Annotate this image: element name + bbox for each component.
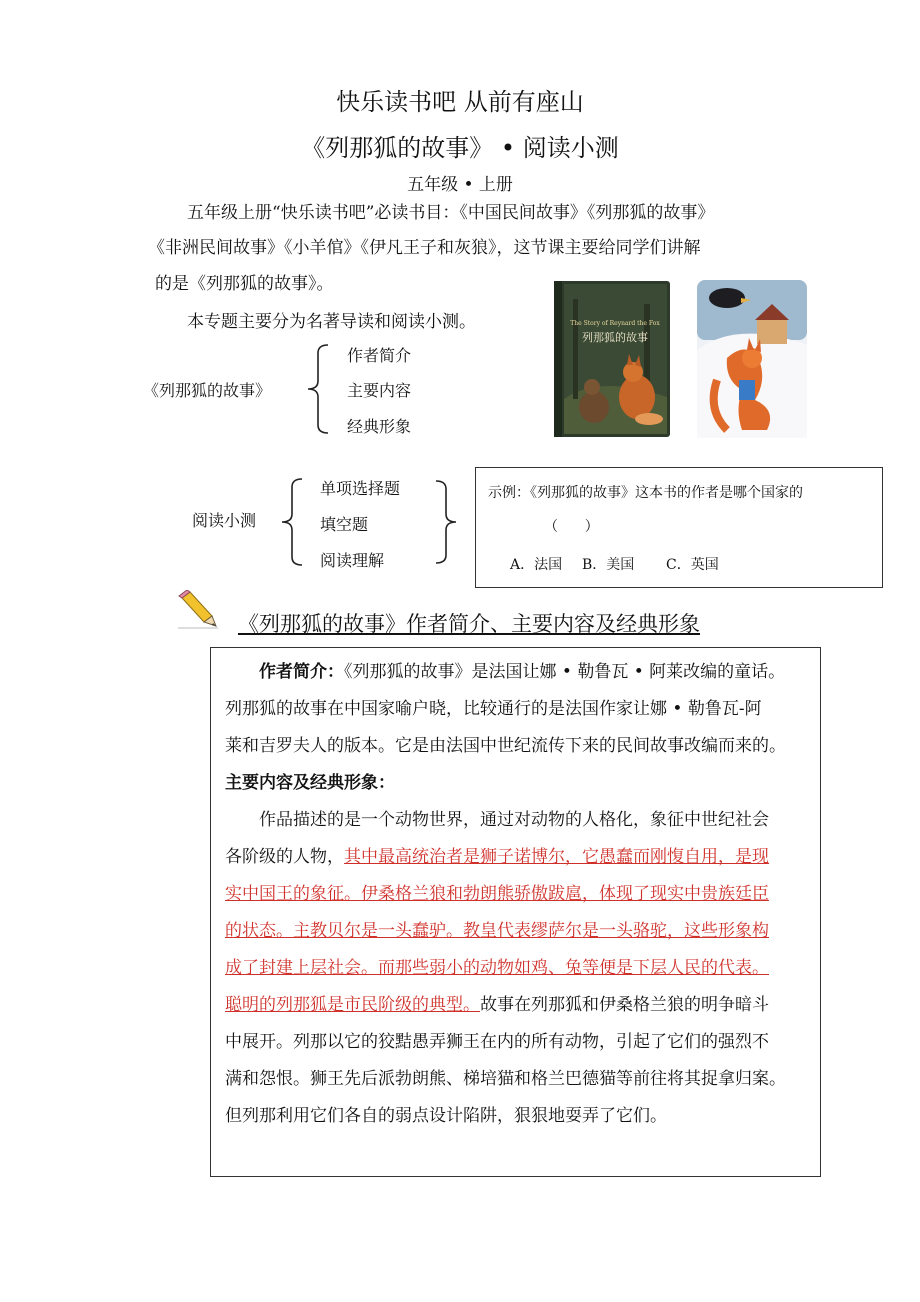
main-line-6b: 故事在列那狐和伊桑格兰狼的明争暗斗 <box>480 995 769 1015</box>
author-line-2: 列那狐的故事在中国家喻户晓，比较通行的是法国作家让娜 • 勒鲁瓦-阿 <box>225 699 762 719</box>
pencil-icon <box>178 590 220 630</box>
book-cover-title: 列那狐的故事 <box>582 331 648 344</box>
main-line-5-highlight: 成了封建上层社会。而那些弱小的动物如鸡、兔等便是下层人民的代表。 <box>225 958 769 978</box>
book-cover-image <box>549 279 676 442</box>
quiz-left-brace-icon <box>276 477 304 567</box>
main-line-6a-highlight: 聪明的列那狐是市民阶级的典型。 <box>225 995 480 1015</box>
guide-item-image: 经典形象 <box>347 417 412 436</box>
quiz-tree-root: 阅读小测 <box>192 511 257 530</box>
fox-illustration-image <box>697 280 807 438</box>
main-line-2b-highlight: 其中最高统治者是狮子诺博尔，它愚蠢而刚愎自用，是现 <box>344 847 769 867</box>
main-line-1: 作品描述的是一个动物世界，通过对动物的人格化，象征中世纪社会 <box>259 810 769 830</box>
guide-brace-icon <box>300 343 330 435</box>
main-content-label: 主要内容及经典形象： <box>225 773 395 793</box>
quiz-item-choice: 单项选择题 <box>320 479 401 498</box>
intro-line-2: 《非洲民间故事》《小羊倌》《伊凡王子和灰狼》，这节课主要给同学们讲解 <box>148 238 701 258</box>
book-cover-en-title: The Story of Reynard the Fox <box>570 320 660 327</box>
quiz-item-fill: 填空题 <box>320 515 369 534</box>
main-line-2a: 各阶级的人物， <box>225 847 344 867</box>
grade-label: 五年级 • 上册 <box>407 175 513 195</box>
page-title: 快乐读书吧 从前有座山 <box>336 88 584 116</box>
guide-item-author: 作者简介 <box>347 346 412 365</box>
intro-line-1: 五年级上册“快乐读书吧”必读书目：《中国民间故事》《列那狐的故事》 <box>187 203 715 223</box>
author-label: 作者简介： <box>259 662 344 682</box>
example-answer-paren: （ ） <box>544 519 599 535</box>
main-line-3-highlight: 实中国王的象征。伊桑格兰狼和勃朗熊骄傲跋扈，体现了现实中贵族廷臣 <box>225 884 769 904</box>
intro-line-3: 的是《列那狐的故事》。 <box>155 274 334 294</box>
example-box <box>475 467 883 588</box>
quiz-item-reading: 阅读理解 <box>320 551 385 570</box>
guide-tree-root: 《列那狐的故事》 <box>143 381 272 400</box>
main-line-8: 满和怨恨。狮王先后派勃朗熊、梯培猫和格兰巴德猫等前往将其捉拿归案。 <box>225 1069 786 1089</box>
example-option-c: C．英国 <box>666 557 719 573</box>
example-question: 示例：《列那狐的故事》这本书的作者是哪个国家的 <box>488 485 803 501</box>
author-line-1: 《列那狐的故事》是法国让娜 • 勒鲁瓦 • 阿莱改编的童话。 <box>344 662 786 682</box>
guide-item-content: 主要内容 <box>347 381 412 400</box>
author-line-3: 莱和吉罗夫人的版本。它是由法国中世纪流传下来的民间故事改编而来的。 <box>225 736 786 756</box>
example-option-b: B．美国 <box>582 557 635 573</box>
content-box <box>210 647 821 1177</box>
section-heading: 《列那狐的故事》作者简介、主要内容及经典形象 <box>238 612 700 636</box>
intro-line-4: 本专题主要分为名著导读和阅读小测。 <box>187 312 476 332</box>
main-line-7: 中展开。列那以它的狡黠愚弄狮王在内的所有动物，引起了它们的强烈不 <box>225 1032 769 1052</box>
main-line-9: 但列那利用它们各自的弱点设计陷阱，狠狠地耍弄了它们。 <box>225 1106 667 1126</box>
page-subtitle: 《列那狐的故事》 • 阅读小测 <box>301 134 619 162</box>
quiz-right-brace-icon <box>434 479 460 565</box>
example-option-a: A．法国 <box>510 557 563 573</box>
main-line-4-highlight: 的状态。主教贝尔是一头蠢驴。教皇代表缪萨尔是一头骆驼，这些形象构 <box>225 921 769 941</box>
